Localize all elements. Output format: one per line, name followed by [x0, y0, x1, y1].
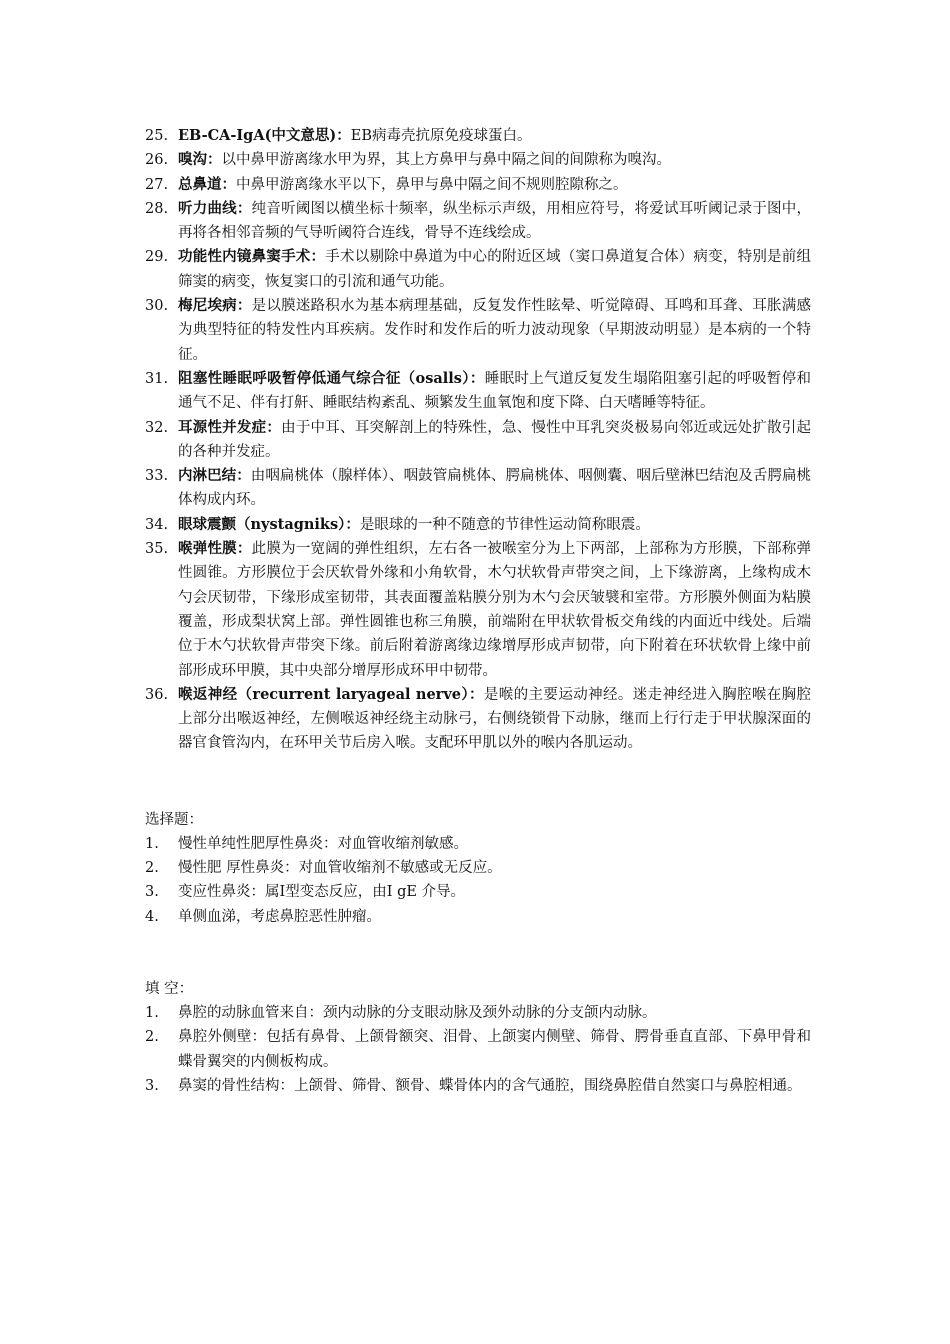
item-term: 梅尼埃病： — [178, 297, 252, 315]
item-number: 2. — [145, 860, 159, 877]
definition-item — [145, 294, 811, 367]
item-body — [178, 294, 811, 367]
choice-item — [145, 832, 811, 856]
item-body — [178, 124, 811, 148]
item-number: 27. — [145, 176, 169, 193]
item-term: 眼球震颤（nystagniks）： — [178, 515, 360, 533]
item-text: 纯音听阈图以横坐标十频率，纵坐标示声级，用相应符号，将爱试耳听阈记录于图中，再将各相邻音频的气导听阈符合连线，骨导不连线绘成。 — [178, 200, 812, 242]
item-number: 28. — [145, 200, 169, 217]
item-body — [178, 683, 811, 756]
item-term: 总鼻道： — [178, 175, 236, 193]
item-text: 由咽扁桃体（腺样体）、咽鼓管扁桃体、腭扁桃体、咽侧囊、咽后壁淋巴结泡及舌腭扁桃体构成内环。 — [178, 468, 812, 509]
item-body — [178, 464, 811, 513]
item-term: 听力曲线： — [178, 199, 252, 217]
item-text: 慢性单纯性肥厚性鼻炎：对血管收缩剂敏感。 — [178, 835, 468, 852]
item-text: 变应性鼻炎：属Ⅰ型变态反应，由Ⅰ gE 介导。 — [178, 884, 466, 901]
item-text: 鼻窦的骨性结构：上颌骨、筛骨、额骨、蝶骨体内的含气通腔，围绕鼻腔借自然窦口与鼻腔相通。 — [178, 1077, 802, 1094]
item-body — [178, 148, 811, 172]
fill-item — [145, 1001, 811, 1025]
item-term: 喉弹性膜： — [178, 540, 252, 558]
document-content — [145, 124, 811, 1098]
item-number: 32. — [145, 419, 169, 436]
item-number: 30. — [145, 298, 169, 315]
choice-section-heading: 选择题： — [145, 811, 203, 828]
item-number: 1. — [145, 835, 159, 852]
choice-item — [145, 856, 811, 880]
definition-item — [145, 367, 811, 416]
item-text: 是眼球的一种不随意的节律性运动简称眼震。 — [359, 516, 650, 533]
item-number: 31. — [145, 370, 169, 387]
item-text: 是以膜迷路积水为基本病理基础，反复发作性眩晕、听觉障碍、耳鸣和耳聋、耳胀满感为典型特征的特发性内耳疾病。发作时和发作后的听力波动现象（早期波动明显）是本病的一个特征。 — [178, 298, 812, 363]
item-text: 手术以剔除中鼻道为中心的附近区域（窦口鼻道复合体）病变，特别是前组筛窦的病变，恢复窦口的引流和通气功能。 — [178, 249, 812, 290]
item-number: 1. — [145, 1004, 159, 1021]
item-term: 阻塞性睡眠呼吸暂停低通气综合征（osalls）： — [178, 369, 485, 387]
item-number: 2. — [145, 1029, 159, 1046]
item-number: 35. — [145, 541, 169, 558]
definition-item — [145, 513, 811, 537]
item-number: 26. — [145, 152, 169, 169]
fill-item — [145, 1025, 811, 1074]
definition-item — [145, 148, 811, 172]
item-number: 3. — [145, 884, 159, 901]
choice-item — [145, 880, 811, 904]
item-text: 慢性肥 厚性鼻炎：对血管收缩剂不敏感或无反应。 — [178, 860, 502, 877]
item-text: 此膜为一宽阔的弹性组织，左右各一被喉室分为上下两部，上部称为方形膜，下部称弹性圆锥。方形膜位于会厌软骨外缘和小角软骨，木勺状软骨声带突之间，上下缘游离，上缘构成木勺会厌韧带，下缘形成室韧带，其表面覆盖粘膜分别为木勺会厌皱襞和室带。方形膜外侧面为粘膜覆盖，形成梨状窝上部。弹性圆锥也称三角膜，前端附在甲状软骨板交角线的内面近中线处。后端位于木勺状软骨声带突下缘。前后附着游离缘边缘增厚形成声韧带，向下附着在环状软骨上缘中前部形成环甲膜，其中央部分增厚形成环甲中韧带。 — [178, 541, 812, 679]
item-text: EB病毒壳抗原免疫球蛋白。 — [350, 128, 532, 144]
item-number: 25. — [145, 128, 169, 144]
item-number: 34. — [145, 516, 169, 533]
fill-item — [145, 1074, 811, 1098]
item-number: 36. — [145, 686, 169, 703]
section-spacer — [145, 929, 811, 977]
item-body — [178, 173, 811, 197]
item-number: 33. — [145, 468, 169, 485]
item-term: 功能性内镜鼻窦手术： — [178, 248, 326, 266]
item-text: 是喉的主要运动神经。迷走神经进入胸腔喉在胸腔上部分出喉返神经，左侧喉返神经绕主动脉弓，右侧绕锁骨下动脉，继而上行行走于甲状腺深面的器官食管沟内，在环甲关节后房入喉。支配环甲肌以外的喉内各肌运动。 — [178, 686, 812, 752]
section-spacer — [145, 756, 811, 808]
item-term: 喉返神经（recurrent laryageal nerve）： — [178, 685, 484, 703]
definition-item — [145, 245, 811, 294]
item-text: 睡眠时上气道反复发生塌陷阻塞引起的呼吸暂停和通气不足、伴有打鼾、睡眠结构紊乱、频繁发生血氧饱和度下降、白天嗜睡等特征。 — [178, 370, 811, 412]
item-body — [178, 367, 811, 416]
definition-item — [145, 124, 811, 148]
item-text: 由于中耳、耳突解剖上的特殊性，急、慢性中耳乳突炎极易向邻近或远处扩散引起的各种并发症。 — [178, 419, 812, 460]
choice-item — [145, 905, 811, 929]
definition-item — [145, 416, 811, 465]
item-body — [178, 245, 811, 294]
item-term: 嗅沟： — [178, 151, 222, 169]
item-body — [178, 416, 811, 465]
item-number: 3. — [145, 1077, 159, 1094]
definition-item — [145, 197, 811, 246]
item-text: 单侧血涕，考虑鼻腔恶性肿瘤。 — [178, 908, 381, 925]
item-number: 29. — [145, 249, 169, 266]
definition-item — [145, 683, 811, 756]
item-text: 以中鼻甲游离缘水甲为界，其上方鼻甲与鼻中隔之间的间隙称为嗅沟。 — [221, 152, 671, 169]
item-number: 4. — [145, 908, 159, 925]
item-term: 内淋巴结： — [178, 467, 251, 485]
item-text: 中鼻甲游离缘水平以下，鼻甲与鼻中隔之间不规则腔隙称之。 — [236, 176, 628, 193]
item-body — [178, 537, 811, 683]
definition-item — [145, 464, 811, 513]
definition-item — [145, 537, 811, 683]
item-body — [178, 197, 811, 246]
definition-item — [145, 173, 811, 197]
item-term: EB-CA-IgA(中文意思)： — [178, 127, 351, 144]
item-body — [178, 513, 811, 537]
fill-section-heading: 填 空： — [145, 980, 194, 997]
item-text: 鼻腔的动脉血管来自：颈内动脉的分支眼动脉及颈外动脉的分支颌内动脉。 — [178, 1004, 657, 1021]
item-text: 鼻腔外侧壁：包括有鼻骨、上颌骨额突、泪骨、上颌窦内侧壁、筛骨、腭骨垂直直部、下鼻甲骨和蝶骨翼突的内侧板构成。 — [178, 1029, 811, 1070]
item-term: 耳源性并发症： — [178, 418, 282, 436]
